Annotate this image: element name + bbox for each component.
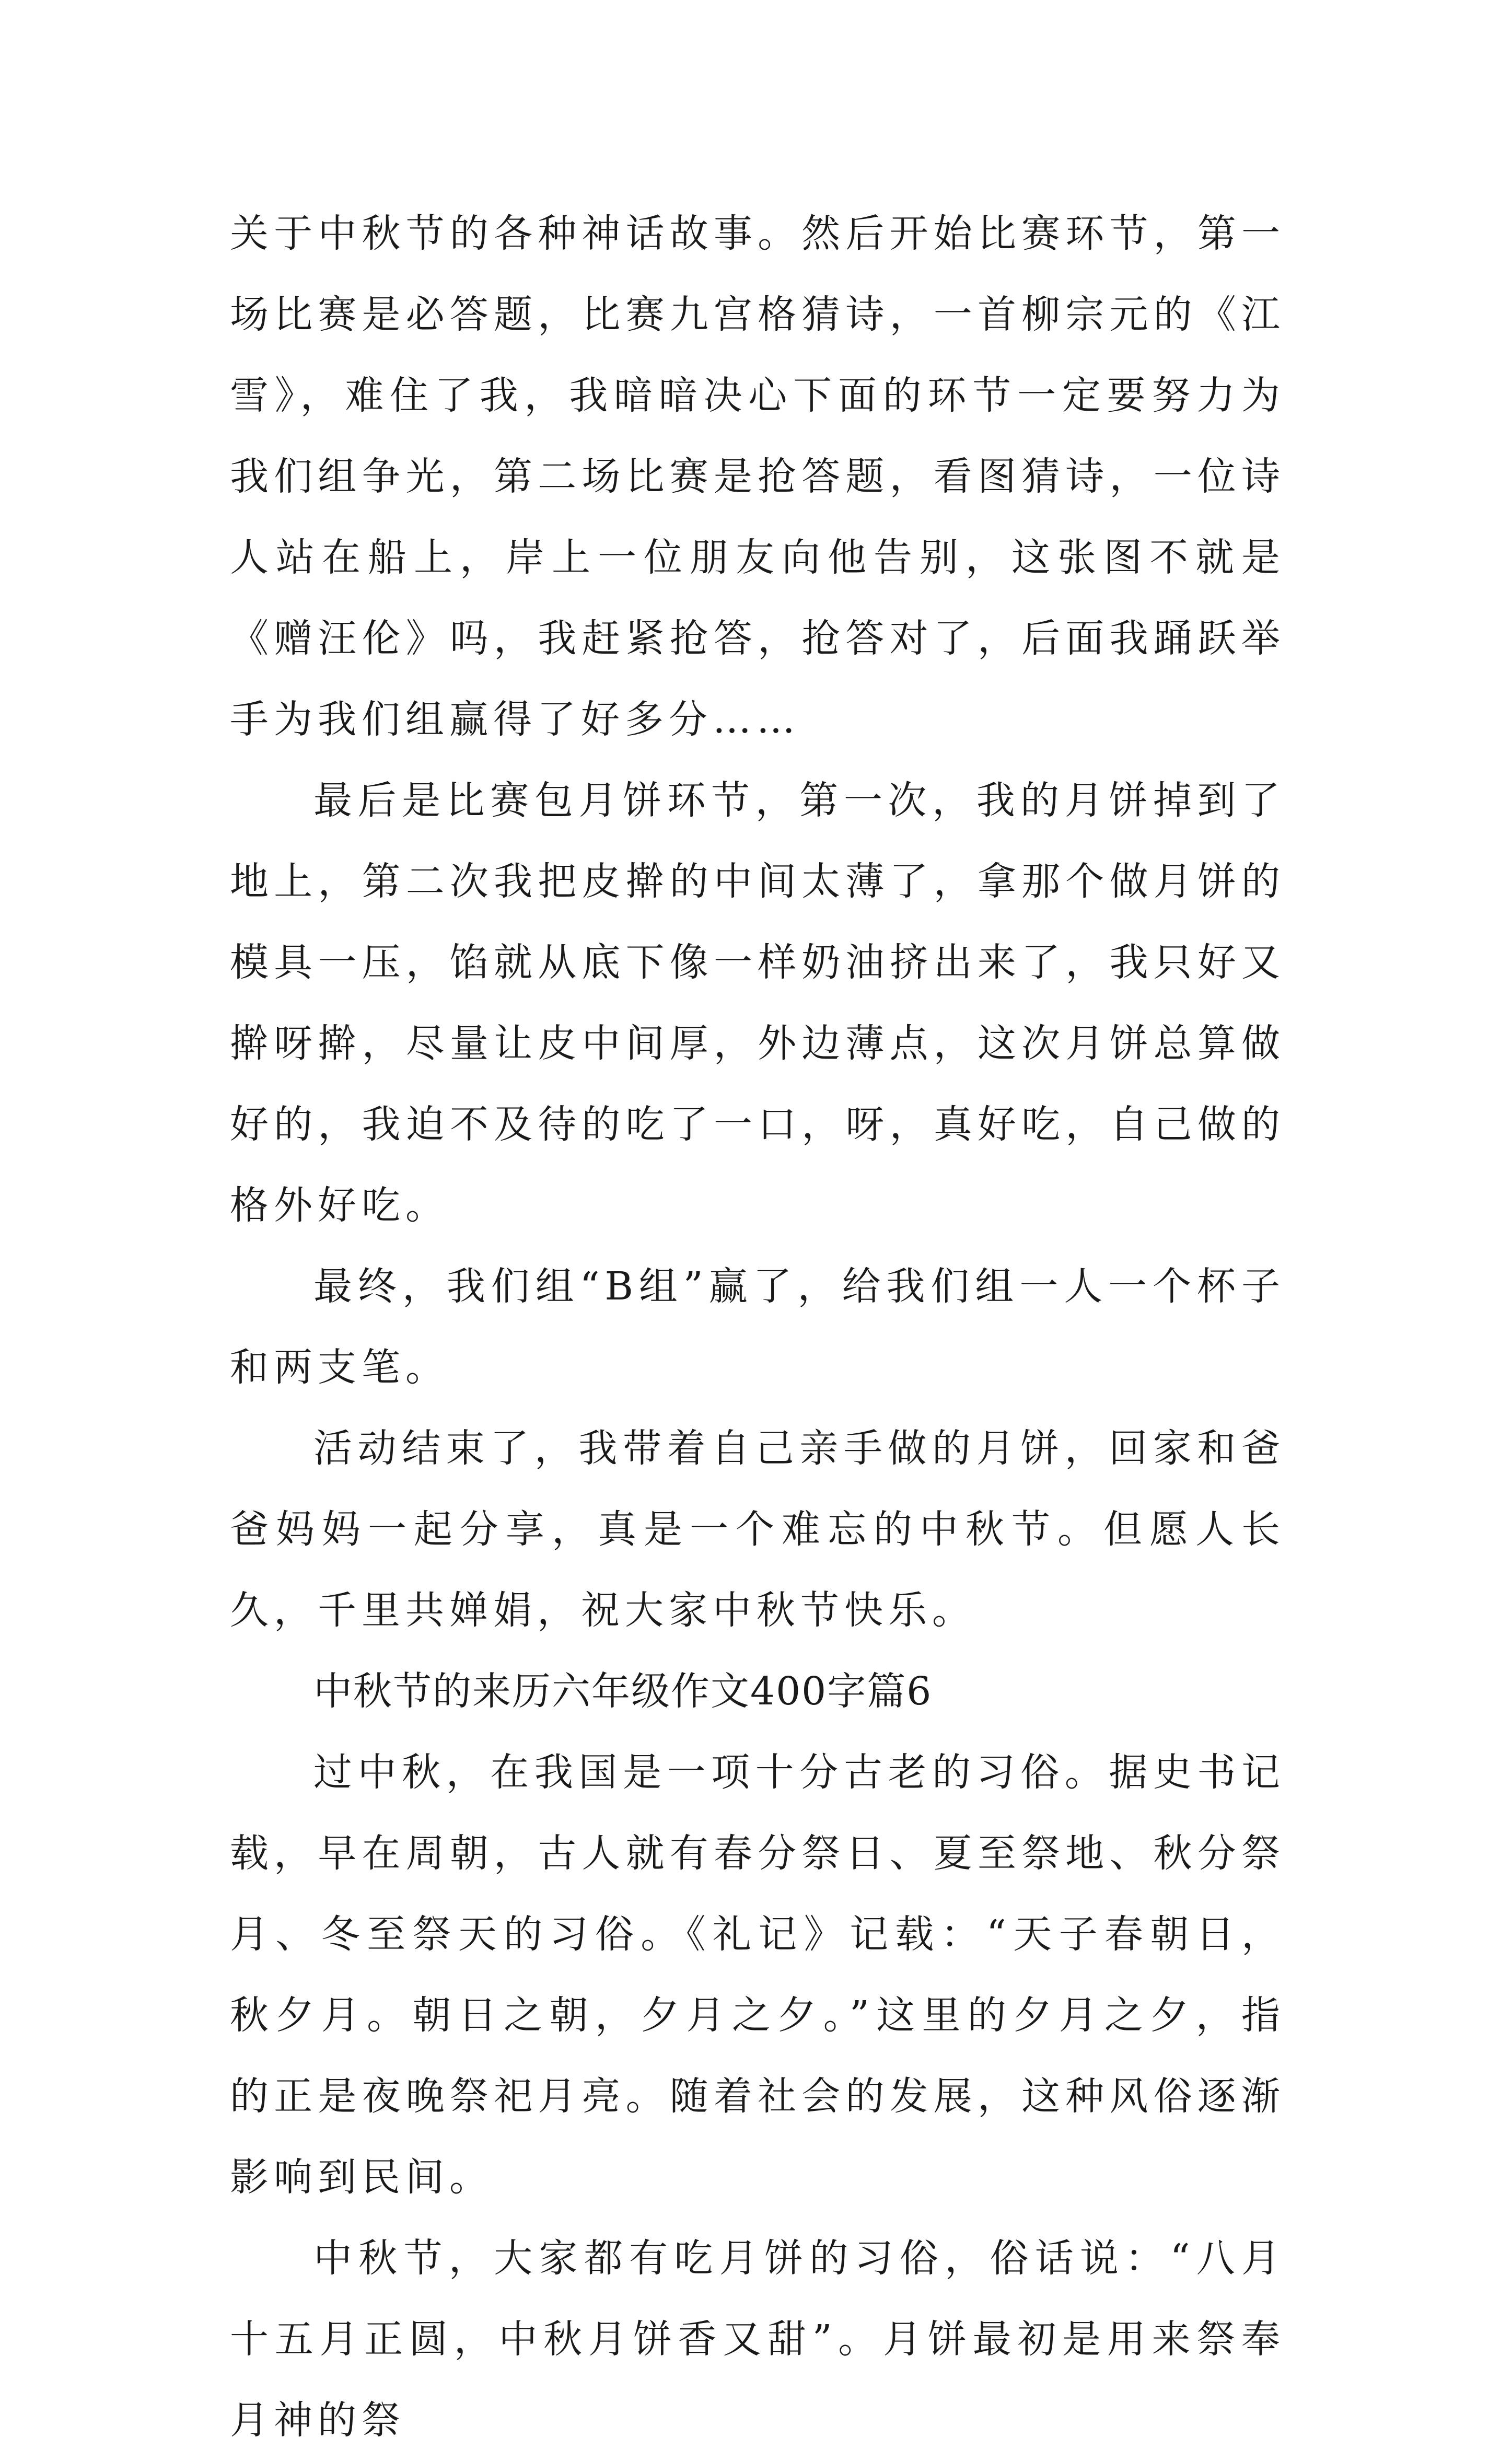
section-heading: 中秋节的来历六年级作文400字篇6	[313, 1669, 933, 1714]
paragraph: 过中秋，在我国是一项十分古老的习俗。据史书记载，早在周朝，古人就有春分祭日、夏至祭地、秋分祭月、冬至祭天的习俗。《礼记》记载：“天子春朝日，秋夕月。朝日之朝，夕月之夕。”这里的夕月之夕，指的正是夜晚祭祀月亮。随着社会的发展，这种风俗逐渐影响到民间。	[230, 1750, 1285, 2200]
paragraph-continuation: 关于中秋节的各种神话故事。然后开始比赛环节，第一场比赛是必答题，比赛九宫格猜诗，一首柳宗元的《江雪》，难住了我，我暗暗决心下面的环节一定要努力为我们组争光，第二场比赛是抢答题，看图猜诗，一位诗人站在船上，岸上一位朋友向他告别，这张图不就是《赠汪伦》吗，我赶紧抢答，抢答对了，后面我踊跃举手为我们组赢得了好多分……	[230, 211, 1285, 742]
paragraph: 活动结束了，我带着自己亲手做的月饼，回家和爸爸妈妈一起分享，真是一个难忘的中秋节。但愿人长久，千里共婵娟，祝大家中秋节快乐。	[230, 1426, 1285, 1633]
paragraph: 最终，我们组“B组”赢了，给我们组一人一个杯子和两支笔。	[230, 1264, 1285, 1390]
document-body	[230, 193, 1285, 2461]
paragraph: 中秋节，大家都有吃月饼的习俗，俗话说：“八月十五月正圆，中秋月饼香又甜”。月饼最初是用来祭奉月神的祭	[230, 2236, 1285, 2443]
paragraph: 最后是比赛包月饼环节，第一次，我的月饼掉到了地上，第二次我把皮擀的中间太薄了，拿那个做月饼的模具一压，馅就从底下像一样奶油挤出来了，我只好又擀呀擀，尽量让皮中间厚，外边薄点，这次月饼总算做好的，我迫不及待的吃了一口，呀，真好吃，自己做的格外好吃。	[230, 778, 1285, 1228]
